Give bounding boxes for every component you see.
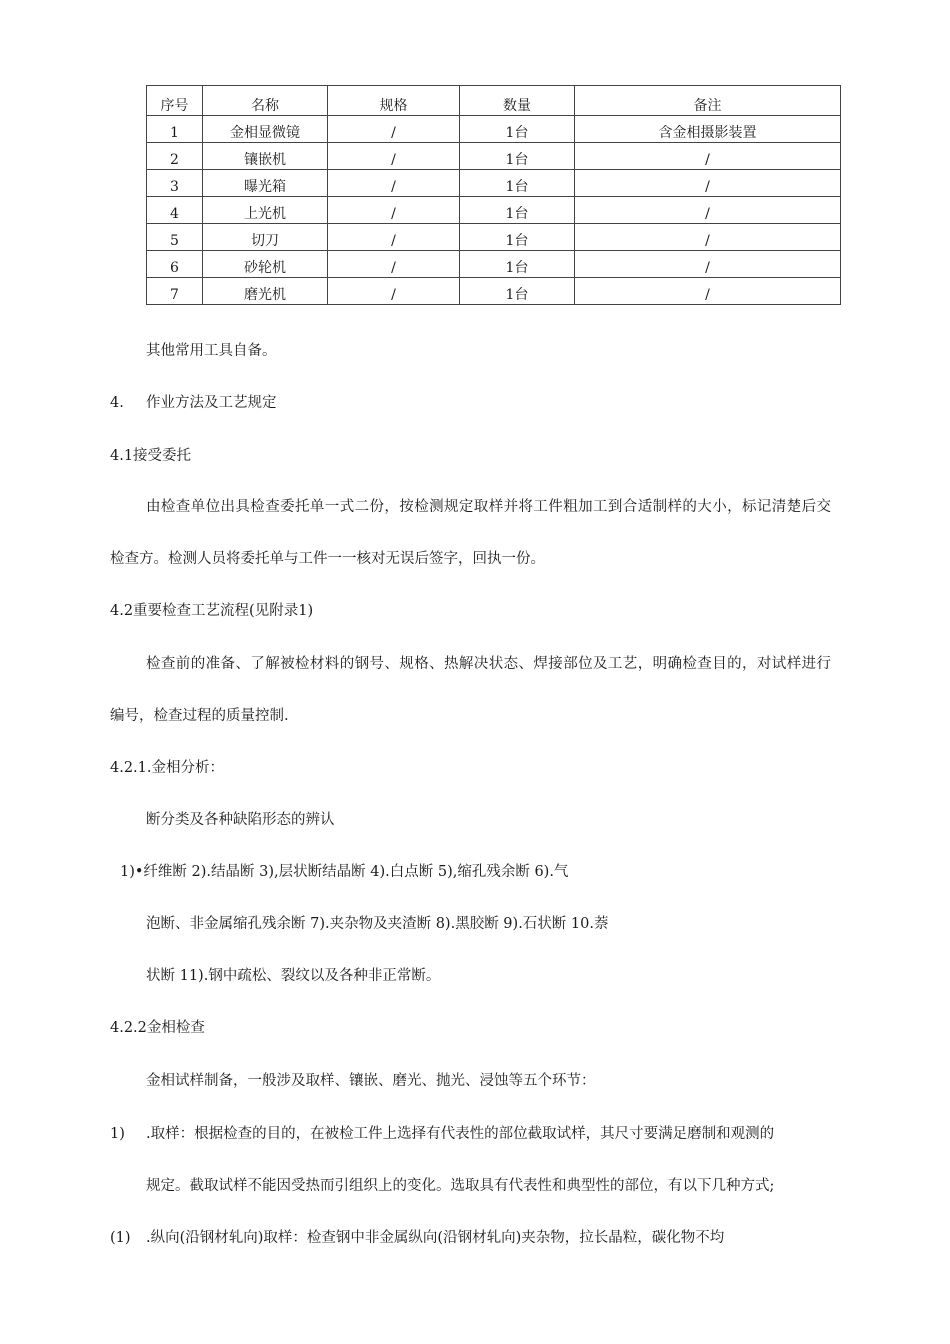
- subsection-heading: 4.2.1.金相分析：: [110, 760, 225, 776]
- cell-quantity: 1台: [460, 170, 575, 197]
- paragraph-line: .取样：根据检查的目的，在被检工件上选择有代表性的部位截取试样，其尺寸要满足磨制和观测的: [146, 1126, 775, 1142]
- cell-spec: /: [328, 143, 460, 170]
- cell-name: 磨光机: [203, 278, 328, 305]
- table-row: [147, 170, 841, 197]
- table-row: [147, 278, 841, 305]
- cell-spec: /: [328, 116, 460, 143]
- cell-quantity: 1台: [460, 197, 575, 224]
- paragraph-line: 规定。截取试样不能因受热而引组织上的变化。选取具有代表性和典型性的部位，有以下几种方式;: [146, 1178, 775, 1194]
- list-number: (1): [110, 1230, 131, 1246]
- header-name: 名称: [203, 86, 328, 116]
- section-title: 作业方法及工艺规定: [146, 395, 277, 411]
- cell-serial: 5: [147, 224, 203, 251]
- cell-remarks: /: [575, 170, 841, 197]
- cell-quantity: 1台: [460, 278, 575, 305]
- subsection-heading: 4.2.2金相检查: [110, 1020, 205, 1036]
- cell-remarks: /: [575, 143, 841, 170]
- paragraph-line: .纵向(沿钢材轧向)取样：检查钢中非金属纵向(沿钢材轧向)夹杂物，拉长晶粒，碳化物不均: [146, 1230, 725, 1246]
- section-number: 4.: [110, 395, 124, 411]
- cell-serial: 4: [147, 197, 203, 224]
- cell-remarks: 含金相摄影装置: [575, 116, 841, 143]
- cell-quantity: 1台: [460, 224, 575, 251]
- cell-quantity: 1台: [460, 143, 575, 170]
- cell-name: 切刀: [203, 224, 328, 251]
- cell-remarks: /: [575, 251, 841, 278]
- cell-remarks: /: [575, 224, 841, 251]
- paragraph-line: 检查前的准备、了解被检材料的钢号、规格、热解决状态、焊接部位及工艺，明确检查目的，对试样进行: [146, 656, 832, 672]
- cell-name: 镶嵌机: [203, 143, 328, 170]
- cell-serial: 7: [147, 278, 203, 305]
- table-row: [147, 251, 841, 278]
- cell-serial: 6: [147, 251, 203, 278]
- cell-remarks: /: [575, 278, 841, 305]
- cell-name: 上光机: [203, 197, 328, 224]
- cell-spec: /: [328, 224, 460, 251]
- header-spec: 规格: [328, 86, 460, 116]
- subsection-heading: 4.2重要检查工艺流程(见附录1): [110, 603, 314, 619]
- list-item: 泡断、非金属缩孔残余断 7).夹杂物及夹渣断 8).黑胶断 9).石状断 10.萘: [146, 916, 609, 932]
- header-quantity: 数量: [460, 86, 575, 116]
- header-remarks: 备注: [575, 86, 841, 116]
- cell-quantity: 1台: [460, 251, 575, 278]
- cell-serial: 2: [147, 143, 203, 170]
- cell-spec: /: [328, 251, 460, 278]
- list-number: 1): [110, 1126, 125, 1142]
- paragraph-line: 检查方。检测人员将委托单与工件一一核对无误后签字，回执一份。: [110, 551, 545, 567]
- paragraph-line: 由检查单位出具检查委托单一式二份，按检测规定取样并将工件粗加工到合适制样的大小，标记清楚后交: [146, 499, 832, 515]
- cell-name: 砂轮机: [203, 251, 328, 278]
- cell-remarks: /: [575, 197, 841, 224]
- subsection-heading: 4.1接受委托: [110, 448, 192, 464]
- table-header-row: [147, 86, 841, 116]
- cell-serial: 1: [147, 116, 203, 143]
- cell-spec: /: [328, 197, 460, 224]
- cell-quantity: 1台: [460, 116, 575, 143]
- table-row: [147, 143, 841, 170]
- cell-name: 曝光箱: [203, 170, 328, 197]
- list-item: 1)•纤维断 2).结晶断 3),层状断结晶断 4).白点断 5),缩孔残余断 6).气: [120, 864, 569, 880]
- equipment-table: [146, 85, 841, 305]
- list-item: 状断 11).钢中疏松、裂纹以及各种非正常断。: [146, 968, 441, 984]
- table-row: [147, 116, 841, 143]
- paragraph-line: 断分类及各种缺陷形态的辨认: [146, 812, 335, 828]
- cell-spec: /: [328, 170, 460, 197]
- paragraph-line: 编号，检查过程的质量控制.: [110, 708, 289, 724]
- cell-name: 金相显微镜: [203, 116, 328, 143]
- header-serial: 序号: [147, 86, 203, 116]
- table-row: [147, 197, 841, 224]
- table-row: [147, 224, 841, 251]
- cell-spec: /: [328, 278, 460, 305]
- cell-serial: 3: [147, 170, 203, 197]
- tools-note: 其他常用工具自备。: [146, 343, 277, 359]
- paragraph-line: 金相试样制备，一般涉及取样、镶嵌、磨光、抛光、浸蚀等五个环节：: [146, 1073, 596, 1089]
